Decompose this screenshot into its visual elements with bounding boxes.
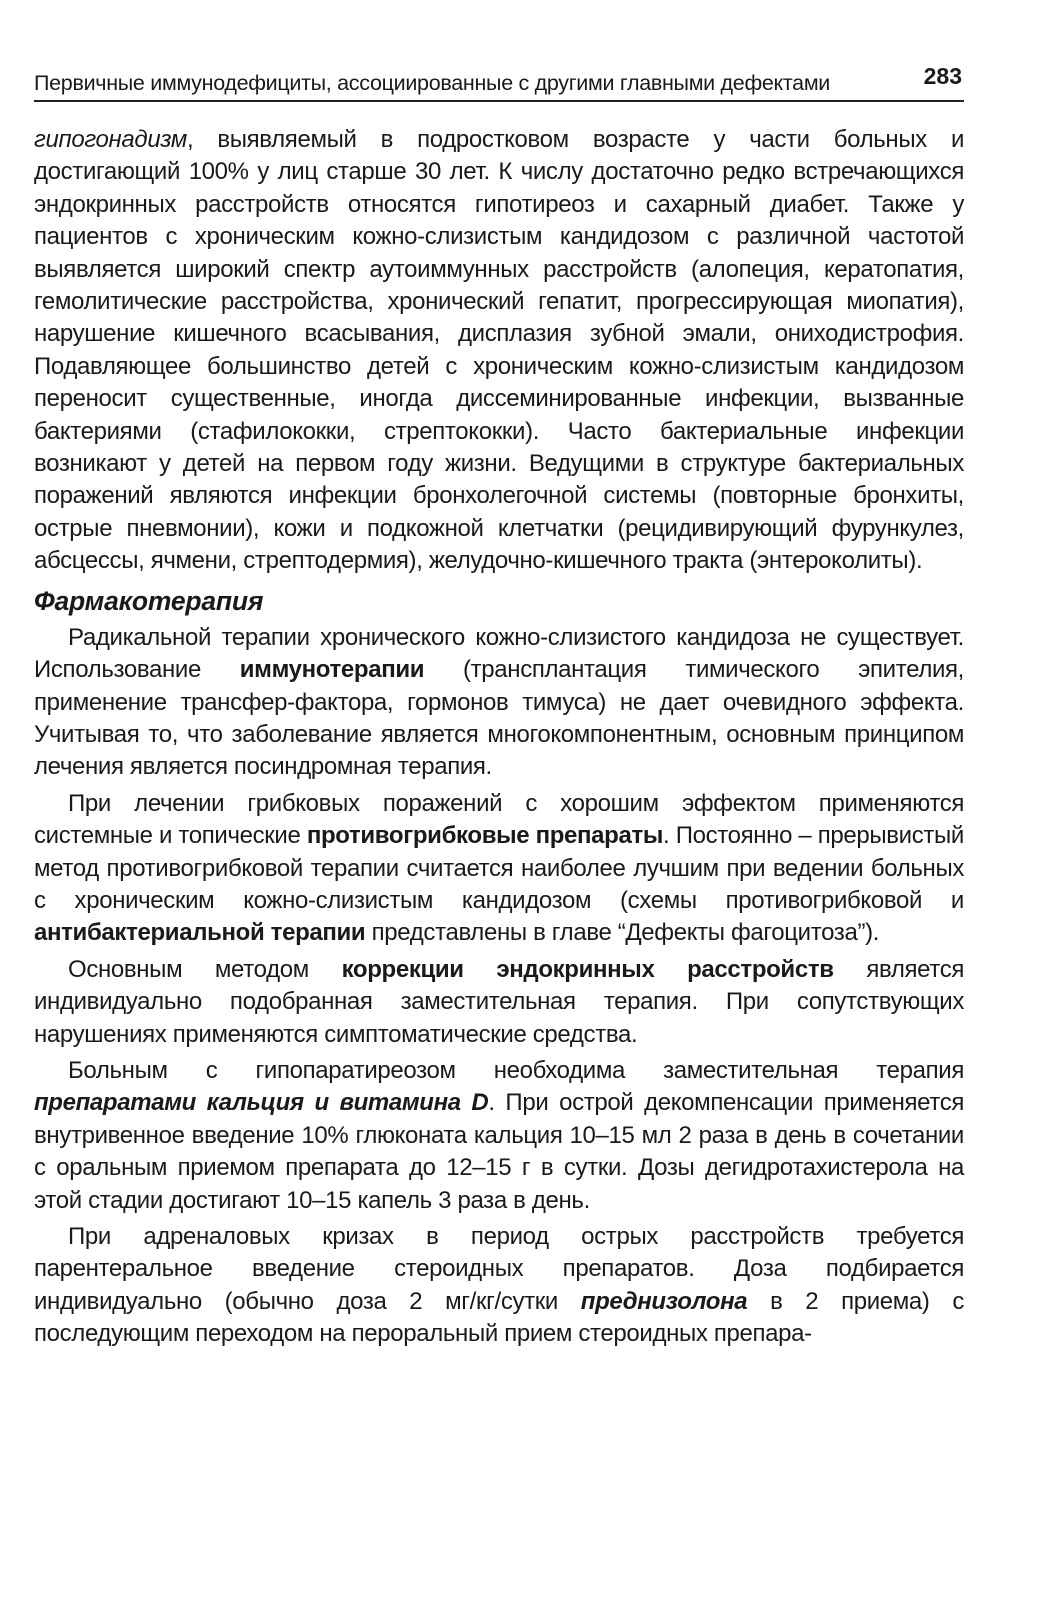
section-heading: Фармакотерапия (34, 585, 264, 616)
paragraph-5 (34, 1221, 964, 1351)
intro-paragraph (34, 124, 964, 578)
intro-term: гипогонадизм (34, 126, 187, 153)
p1-term: иммунотерапии (239, 656, 425, 684)
p2-text-c: . Постоянно – прерывистый метод противогрибковой терапии считается наиболее лучшим при ведении больных с хроническим кожно-слизистым кандидозом (схемы противогрибковой и (34, 822, 964, 914)
paragraph-3 (34, 954, 964, 1051)
paragraph-2 (34, 788, 964, 950)
p4-term: препаратами кальция и витамина D (34, 1089, 489, 1117)
p3-term: коррекции эндокринных расстройств (341, 955, 834, 983)
p5-term: преднизолона (580, 1287, 748, 1315)
p5-text-c: в 2 приема) с последующим переходом на пероральный прием стероидных препара- (34, 1287, 965, 1348)
p2-term-2: антибактериальной терапии (34, 919, 366, 947)
p4-text-c: . При острой декомпенсации применяется внутривенное введение 10% глюконата кальция 10–15 мл 2 раза в день в сочетании с оральным приемом препарата до 12–15 г в сутки. Дозы дегидротахистерола на этой стадии достигают 10–15 капель 3 раза в день. (34, 1089, 964, 1214)
p2-text-e: представлены в главе “Дефекты фагоцитоза”). (365, 919, 880, 947)
running-title: Первичные иммунодефициты, ассоциированные с другими главными дефектами (34, 71, 831, 95)
p3-text-c: является индивидуально подобранная заместительная терапия. При сопутствующих нарушениях применяются симптоматические средства. (34, 955, 964, 1048)
p4-text-a: Больным с гипопаратиреозом необходима заместительная терапия (68, 1056, 964, 1084)
p1-text-a: Радикальной терапии хронического кожно-слизистого кандидоза не существует. Использование (34, 623, 964, 684)
p2-text-a: При лечении грибковых поражений с хорошим эффектом применяются системные и топические (34, 789, 964, 850)
paragraph-1 (34, 622, 964, 784)
intro-text: , выявляемый в подростковом возрасте у части больных и достигающий 100% у лиц старше 30 лет. К числу достаточно редко встречающихся эндокринных расстройств относятся гипотиреоз и сахарный диабет. Также у пациентов с хроническим кожно-слизистым кандидозом с различной частотой выявляется широкий спектр аутоиммунных расстройств (алопеция, кератопатия, гемолитические расстройства, хронический гепатит, прогрессирующая миопатия), нарушение кишечного всасывания, дисплазия зубной эмали, ониходистрофия. Подавляющее большинство детей с хроническим кожно-слизистым кандидозом переносит существенные, иногда диссеминированные инфекции, вызванные бактериями (стафилококки, стрептококки). Часто бактериальные инфекции возникают у детей на первом году жизни. Ведущими в структуре бактериальных поражений являются инфекции бронхолегочной системы (повторные бронхиты, острые пневмонии), кожи и подкожной клетчатки (рецидивирующий фурункулез, абсцессы, ячмени, стрептодермия), желудочно-кишечного тракта (энтероколиты). (34, 126, 964, 575)
p3-text-a: Основным методом (68, 955, 342, 983)
page-number: 283 (923, 63, 962, 89)
running-header (34, 62, 964, 102)
p1-text-c: (трансплантация тимического эпителия, применение трансфер-фактора, гормонов тимуса) не дает очевидного эффекта. Учитывая то, что заболевание является многокомпонентным, основным принципом лечения является посиндромная терапия. (34, 656, 964, 781)
page-body (34, 124, 964, 1351)
paragraph-4 (34, 1055, 964, 1217)
p5-text-a: При адреналовых кризах в период острых расстройств требуется парентеральное введение стероидных препаратов. Доза подбирается индивидуально (обычно доза 2 мг/кг/сутки (34, 1223, 964, 1315)
p2-term-1: противогрибковые препараты (306, 822, 664, 850)
